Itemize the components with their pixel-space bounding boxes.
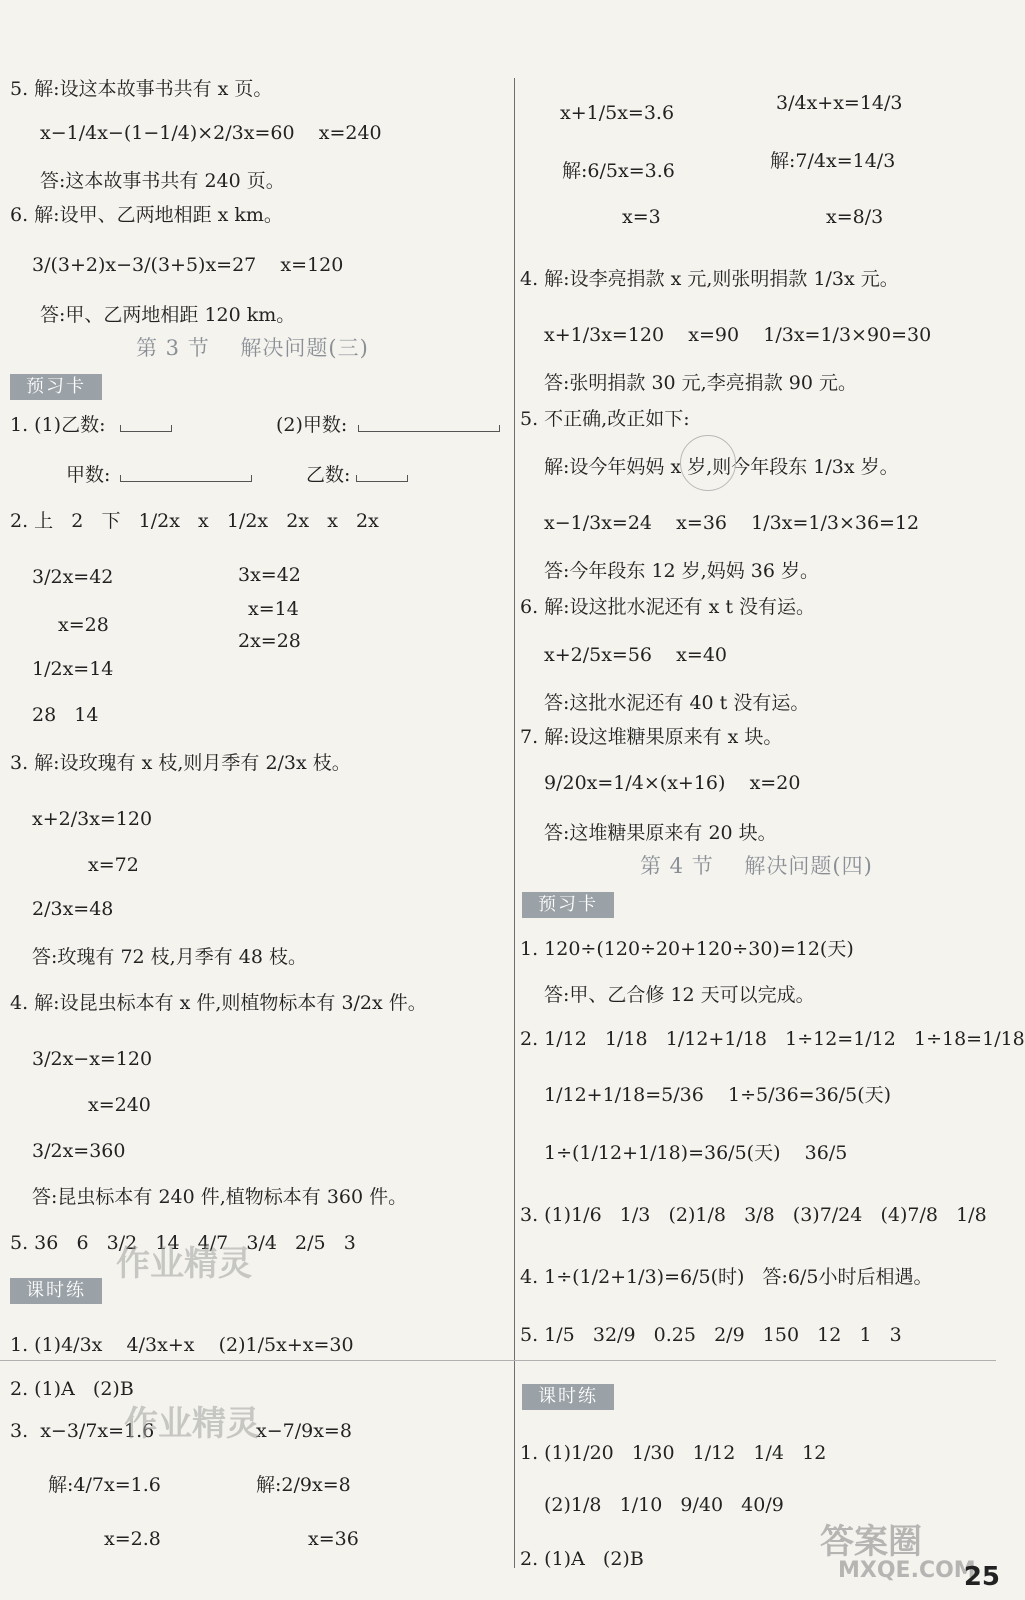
right-q7-equation: 9/20x=1/4×(x+16) x=20 (544, 772, 801, 794)
left-p3-eq2: x=72 (88, 854, 139, 876)
section-3-title: 第 3 节 解决问题(三) (136, 336, 369, 360)
right-q5-equation: x−1/3x=24 x=36 1/3x=1/3×36=12 (544, 512, 920, 534)
left-q5-equation: x−1/4x−(1−1/4)×2/3x=60 x=240 (40, 122, 382, 144)
left-p3-answer: 答:玫瑰有 72 枝,月季有 48 枝。 (32, 946, 307, 968)
left-k3-l1: 3. x−3/7x=1.6 (10, 1420, 155, 1442)
column-divider (514, 78, 515, 1568)
right-q5-answer: 答:今年段东 12 岁,妈妈 36 岁。 (544, 560, 819, 582)
right-eq-r3: x=8/3 (826, 206, 884, 228)
right-k2: 2. (1)A (2)B (520, 1548, 644, 1570)
left-p5: 5. 36 6 3/2 14 4/7 3/4 2/5 3 (10, 1232, 356, 1254)
left-q6-answer: 答:甲、乙两地相距 120 km。 (40, 304, 296, 326)
left-p4-title: 4. 解:设昆虫标本有 x 件,则植物标本有 3/2x 件。 (10, 992, 427, 1014)
left-q6-equation: 3/(3+2)x−3/(3+5)x=27 x=120 (32, 254, 344, 276)
right-q5-title: 5. 不正确,改正如下: (520, 408, 690, 430)
seal-mark (680, 435, 736, 491)
left-p2-line2: x=28 (58, 614, 109, 636)
right-q7-answer: 答:这堆糖果原来有 20 块。 (544, 822, 777, 844)
left-p1-c: 甲数: (66, 464, 111, 486)
left-q6-title: 6. 解:设甲、乙两地相距 x km。 (10, 204, 283, 226)
left-p2-line3: 1/2x=14 (32, 658, 114, 680)
left-k3-r3: x=36 (308, 1528, 359, 1550)
page-number: 25 (963, 1562, 1000, 1592)
left-k3-l2: 解:4/7x=1.6 (48, 1474, 161, 1496)
right-eq-r2: 解:7/4x=14/3 (770, 150, 896, 172)
watermark-logo: 答案圈 (820, 1522, 922, 1562)
left-p2-line4: 28 14 (32, 704, 99, 726)
right-k1-b: (2)1/8 1/10 9/40 40/9 (544, 1494, 784, 1516)
right-eq-l1: x+1/5x=3.6 (560, 102, 675, 124)
right-p2-a: 2. 1/12 1/18 1/12+1/18 1÷12=1/12 1÷18=1/18 (520, 1028, 1025, 1050)
blank-bar (358, 425, 500, 432)
right-q5-solution: 解:设今年妈妈 x 岁,则今年段东 1/3x 岁。 (544, 456, 899, 478)
left-q5-answer: 答:这本故事书共有 240 页。 (40, 170, 285, 192)
blank-bar (120, 475, 252, 482)
left-p1-b: (2)甲数: (276, 414, 348, 436)
right-p1: 1. 120÷(120÷20+120÷30)=12(天) (520, 938, 854, 960)
blank-bar (120, 425, 172, 432)
right-q4-title: 4. 解:设李亮捐款 x 元,则张明捐款 1/3x 元。 (520, 268, 899, 290)
right-q4-answer: 答:张明捐款 30 元,李亮捐款 90 元。 (544, 372, 857, 394)
left-p1-d: 乙数: (306, 464, 351, 486)
left-p2-right2: x=14 (248, 598, 299, 620)
tag-lesson-practice-left: 课时练 (10, 1278, 102, 1304)
left-p4-eq2: x=240 (88, 1094, 151, 1116)
right-q6-equation: x+2/5x=56 x=40 (544, 644, 727, 666)
left-k3-l3: x=2.8 (104, 1528, 161, 1550)
left-p4-eq1: 3/2x−x=120 (32, 1048, 153, 1070)
right-eq-r1: 3/4x+x=14/3 (776, 92, 903, 114)
left-p3-eq3: 2/3x=48 (32, 898, 114, 920)
left-p2-right1: 3x=42 (238, 564, 301, 586)
tag-lesson-practice-right: 课时练 (522, 1384, 614, 1410)
right-p5: 5. 1/5 32/9 0.25 2/9 150 12 1 3 (520, 1324, 902, 1346)
tag-preview-card-left: 预习卡 (10, 374, 102, 400)
right-k1-a: 1. (1)1/20 1/30 1/12 1/4 12 (520, 1442, 827, 1464)
left-k1: 1. (1)4/3x 4/3x+x (2)1/5x+x=30 (10, 1334, 354, 1356)
right-p2-c: 1÷(1/12+1/18)=36/5(天) 36/5 (544, 1142, 848, 1164)
right-p2-b: 1/12+1/18=5/36 1÷5/36=36/5(天) (544, 1084, 892, 1106)
right-eq-l3: x=3 (622, 206, 661, 228)
left-q5-title: 5. 解:设这本故事书共有 x 页。 (10, 78, 273, 100)
watermark-url: MXQE.COM (838, 1558, 976, 1583)
right-eq-l2: 解:6/5x=3.6 (562, 160, 675, 182)
right-q7-title: 7. 解:设这堆糖果原来有 x 块。 (520, 726, 783, 748)
watermark-text: 作业精灵 (116, 1244, 252, 1284)
tag-preview-card-right: 预习卡 (522, 892, 614, 918)
right-p3: 3. (1)1/6 1/3 (2)1/8 3/8 (3)7/24 (4)7/8 1/8 (520, 1204, 987, 1226)
right-q4-equation: x+1/3x=120 x=90 1/3x=1/3×90=30 (544, 324, 932, 346)
left-k2: 2. (1)A (2)B (10, 1378, 134, 1400)
left-p2-line1: 3/2x=42 (32, 566, 114, 588)
left-p4-answer: 答:昆虫标本有 240 件,植物标本有 360 件。 (32, 1186, 408, 1208)
left-p3-title: 3. 解:设玫瑰有 x 枝,则月季有 2/3x 枝。 (10, 752, 351, 774)
watermark-text: 作业精灵 (124, 1404, 260, 1444)
left-k3-r2: 解:2/9x=8 (256, 1474, 351, 1496)
section-4-title: 第 4 节 解决问题(四) (640, 854, 873, 878)
fold-line (0, 1360, 996, 1361)
left-p4-eq3: 3/2x=360 (32, 1140, 126, 1162)
right-p4: 4. 1÷(1/2+1/3)=6/5(时) 答:6/5小时后相遇。 (520, 1266, 933, 1288)
right-q6-title: 6. 解:设这批水泥还有 x t 没有运。 (520, 596, 816, 618)
right-p1-answer: 答:甲、乙合修 12 天可以完成。 (544, 984, 815, 1006)
left-p3-eq1: x+2/3x=120 (32, 808, 153, 830)
left-p1-a: 1. (1)乙数: (10, 414, 106, 436)
left-p2-head: 2. 上 2 下 1/2x x 1/2x 2x x 2x (10, 510, 379, 532)
blank-bar (356, 475, 408, 482)
left-p2-right3: 2x=28 (238, 630, 301, 652)
right-q6-answer: 答:这批水泥还有 40 t 没有运。 (544, 692, 810, 714)
left-k3-r1: x−7/9x=8 (256, 1420, 352, 1442)
